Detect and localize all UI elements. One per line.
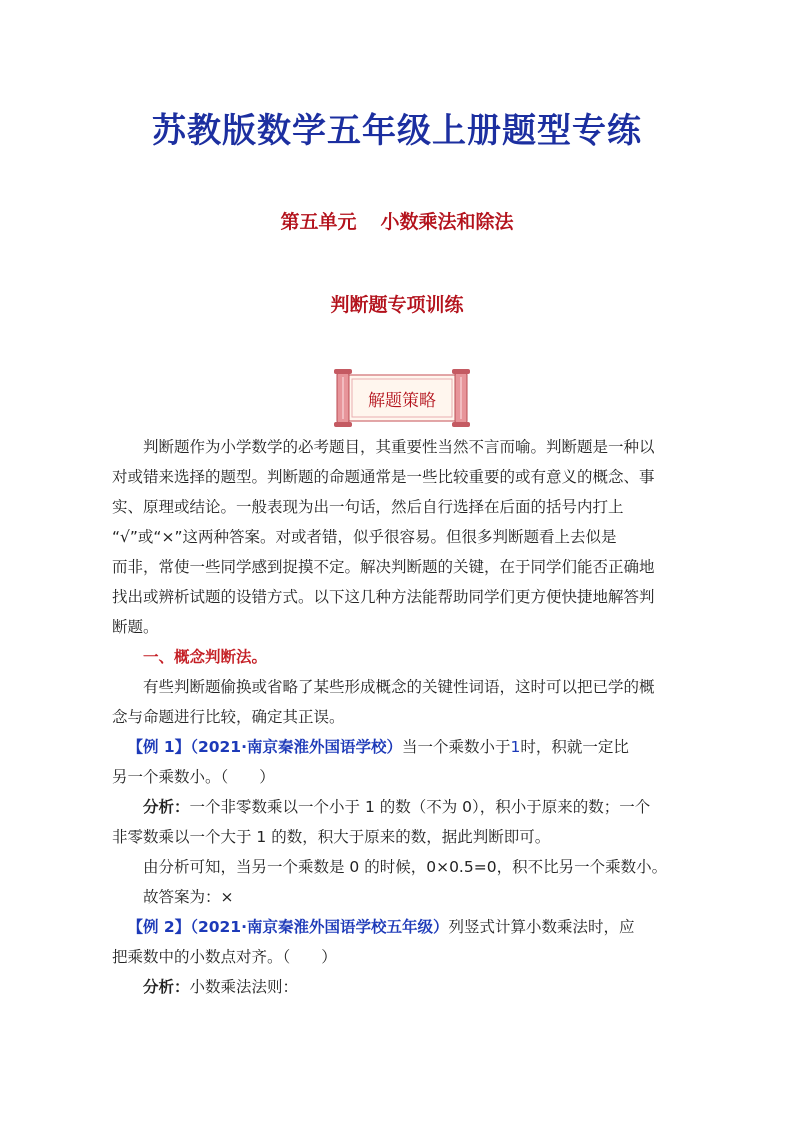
document-body	[112, 432, 682, 1002]
example-1-analysis-line2: 非零数乘以一个大于 1 的数，积大于原来的数，据此判断即可。	[112, 828, 551, 846]
section-desc-line: 念与命题进行比较，确定其正误。	[112, 708, 345, 726]
analysis-text: 一个非零数乘以一个小于 1 的数（不为 0），积小于原来的数；一个	[189, 798, 651, 816]
section-subtitle: 判断题专项训练	[330, 294, 464, 316]
example-2-source: （2021·南京秦淮外国语学校五年级）	[190, 918, 449, 936]
section-desc-line: 有些判断题偷换或省略了某些形成概念的关键性词语，这时可以把已学的概	[143, 678, 655, 696]
intro-line: 实、原理或结论。一般表现为出一句话，然后自行选择在后面的括号内打上	[112, 498, 624, 516]
intro-line: “√”或“×”这两种答案。对或者错，似乎很容易。但很多判断题看上去似是	[112, 528, 617, 546]
example-2-question	[112, 912, 682, 942]
example-1-tag: 【例 1】	[127, 738, 191, 756]
example-2-tag: 【例 2】	[127, 918, 191, 936]
example-1-answer: 故答案为：×	[143, 888, 234, 906]
example-2-question-line2: 把乘数中的小数点对齐。（ ）	[112, 948, 337, 966]
unit-heading	[0, 207, 794, 234]
unit-label: 第五单元	[280, 211, 357, 233]
analysis-label: 分析：	[143, 978, 190, 996]
example-1-question	[112, 732, 682, 762]
section-heading-concept: 一、概念判断法。	[143, 648, 268, 666]
intro-line: 找出或辨析试题的设错方式。以下这几种方法能帮助同学们更方便快捷地解答判	[112, 588, 655, 606]
unit-name: 小数乘法和除法	[380, 211, 514, 233]
strategy-banner-label: 解题策略	[368, 391, 436, 411]
example-2-text-a: 列竖式计算小数乘法时，应	[448, 918, 635, 936]
example-1-analysis	[112, 792, 682, 822]
example-1-text-a: 当一个乘数小于	[401, 738, 511, 756]
example-1-text-b: 时，积就一定比	[520, 738, 629, 756]
strategy-scroll-banner	[333, 369, 471, 427]
example-1-reasoning: 由分析可知，当另一个乘数是 0 的时候，0×0.5=0，积不比另一个乘数小。	[143, 858, 668, 876]
example-1-source: （2021·南京秦淮外国语学校）	[190, 738, 402, 756]
analysis-text: 小数乘法法则：	[189, 978, 299, 996]
example-1-question-line2: 另一个乘数小。（ ）	[112, 768, 275, 786]
document-title: 苏教版数学五年级上册题型专练	[152, 111, 642, 151]
example-1-number: 1	[510, 738, 521, 756]
example-2-analysis	[112, 972, 682, 1002]
analysis-label: 分析：	[143, 798, 190, 816]
intro-line: 判断题作为小学数学的必考题目，其重要性当然不言而喻。判断题是一种以	[143, 438, 655, 456]
intro-line: 对或错来选择的题型。判断题的命题通常是一些比较重要的或有意义的概念、事	[112, 468, 655, 486]
intro-line: 而非，常使一些同学感到捉摸不定。解决判断题的关键，在于同学们能否正确地	[112, 558, 655, 576]
intro-line: 断题。	[112, 618, 159, 636]
